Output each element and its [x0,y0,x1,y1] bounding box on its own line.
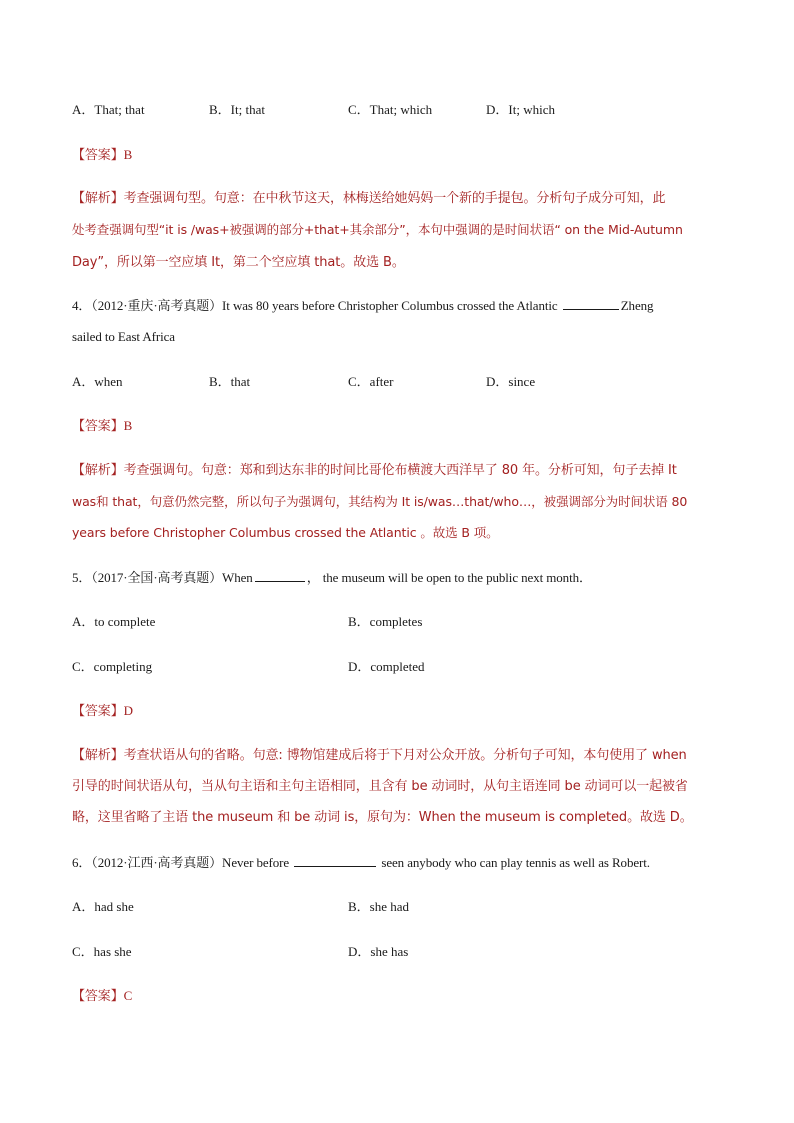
answer-value: D [123,703,133,718]
q4-option-d[interactable]: D．since [486,374,536,389]
q5-option-d[interactable]: D．completed [348,659,425,674]
q5-option-c[interactable]: C．completing [72,659,153,674]
q3-option-c[interactable]: C．That; which [348,102,433,117]
answer-label: 【答案】 [72,148,124,163]
answer-label: 【答案】 [72,704,124,719]
q6-option-c[interactable]: C．has she [72,944,132,959]
analysis-line: 略，这里省略了主语 the museum 和 be 动词 is，原句为：When the museum is completed。故选 D。 [72,810,693,825]
answer-label: 【答案】 [72,989,124,1004]
q5-stem [72,569,592,587]
answer-blank[interactable] [255,569,305,582]
q4-stem-text: 4．（2012·重庆·高考真题）It was 80 years before Christopher Columbus crossed the Atlantic [72,298,561,313]
analysis-line: 引导的时间状语从句，当从句主语和主句主语相同，且含有 be 动词时，从句主语连同 be 动词可以一起被省 [72,779,688,794]
q3-answer [72,146,132,165]
analysis-line: Day”，所以第一空应填 It，第二个空应填 that。故选 B。 [72,255,405,270]
q4-option-b[interactable]: B．that [209,374,251,389]
analysis-text: 考查强调句型。句意：在中秋节这天，林梅送给她妈妈一个新的手提包。分析句子成分可知，此 [123,191,666,206]
answer-blank[interactable] [294,854,376,867]
q6-stem-text: 6．（2012·江西·高考真题）Never before [72,855,293,870]
q6-answer [72,987,132,1006]
analysis-label: 【解析】 [72,463,124,478]
q5-stem-text: ， the museum will be open to the public next month． [306,570,592,585]
answer-value: C [123,988,133,1003]
q4-stem-text: Zheng [620,298,654,313]
analysis-line [72,190,665,208]
analysis-line: 处考查强调句型“it is /was+被强调的部分+that+其余部分”，本句中强调的是时间状语“ on the Mid-Autumn [72,222,683,237]
analysis-line [72,747,687,765]
answer-value: B [123,418,133,433]
q5-stem-text: 5．（2017·全国·高考真题）When [72,570,253,585]
q3-option-a[interactable]: A．That; that [72,102,145,117]
analysis-text: 考查状语从句的省略。句意: 博物馆建成后将于下月对公众开放。分析句子可知，本句使用了 when [123,748,687,763]
analysis-text: 考查强调句。句意：郑和到达东非的时间比哥伦布横渡大西洋早了 80 年。分析可知，句子去掉 It [123,463,677,478]
analysis-line [72,462,677,480]
analysis-label: 【解析】 [72,191,124,206]
q3-option-b[interactable]: B．It; that [209,102,265,117]
analysis-label: 【解析】 [72,748,124,763]
analysis-line: years before Christopher Columbus crossed the Atlantic 。故选 B 项。 [72,525,499,540]
q6-option-d[interactable]: D．she has [348,944,409,959]
answer-value: B [123,147,133,162]
q4-answer [72,417,132,436]
answer-label: 【答案】 [72,419,124,434]
q6-option-b[interactable]: B．she had [348,899,410,914]
analysis-line: was和 that，句意仍然完整，所以句子为强调句，其结构为 It is/was…that/who…，被强调部分为时间状语 80 [72,494,688,509]
q4-option-a[interactable]: A．when [72,374,123,389]
q5-option-b[interactable]: B．completes [348,614,423,629]
q5-answer [72,702,133,721]
q4-option-c[interactable]: C．after [348,374,394,389]
q4-stem-line2: sailed to East Africa [72,329,175,344]
q3-option-d[interactable]: D．It; which [486,102,555,117]
q5-option-a[interactable]: A．to complete [72,614,156,629]
q6-stem-text: seen anybody who can play tennis as well as Robert. [378,855,650,870]
q6-stem [72,854,650,872]
q6-option-a[interactable]: A．had she [72,899,134,914]
q4-stem [72,297,653,315]
answer-blank[interactable] [563,297,619,310]
